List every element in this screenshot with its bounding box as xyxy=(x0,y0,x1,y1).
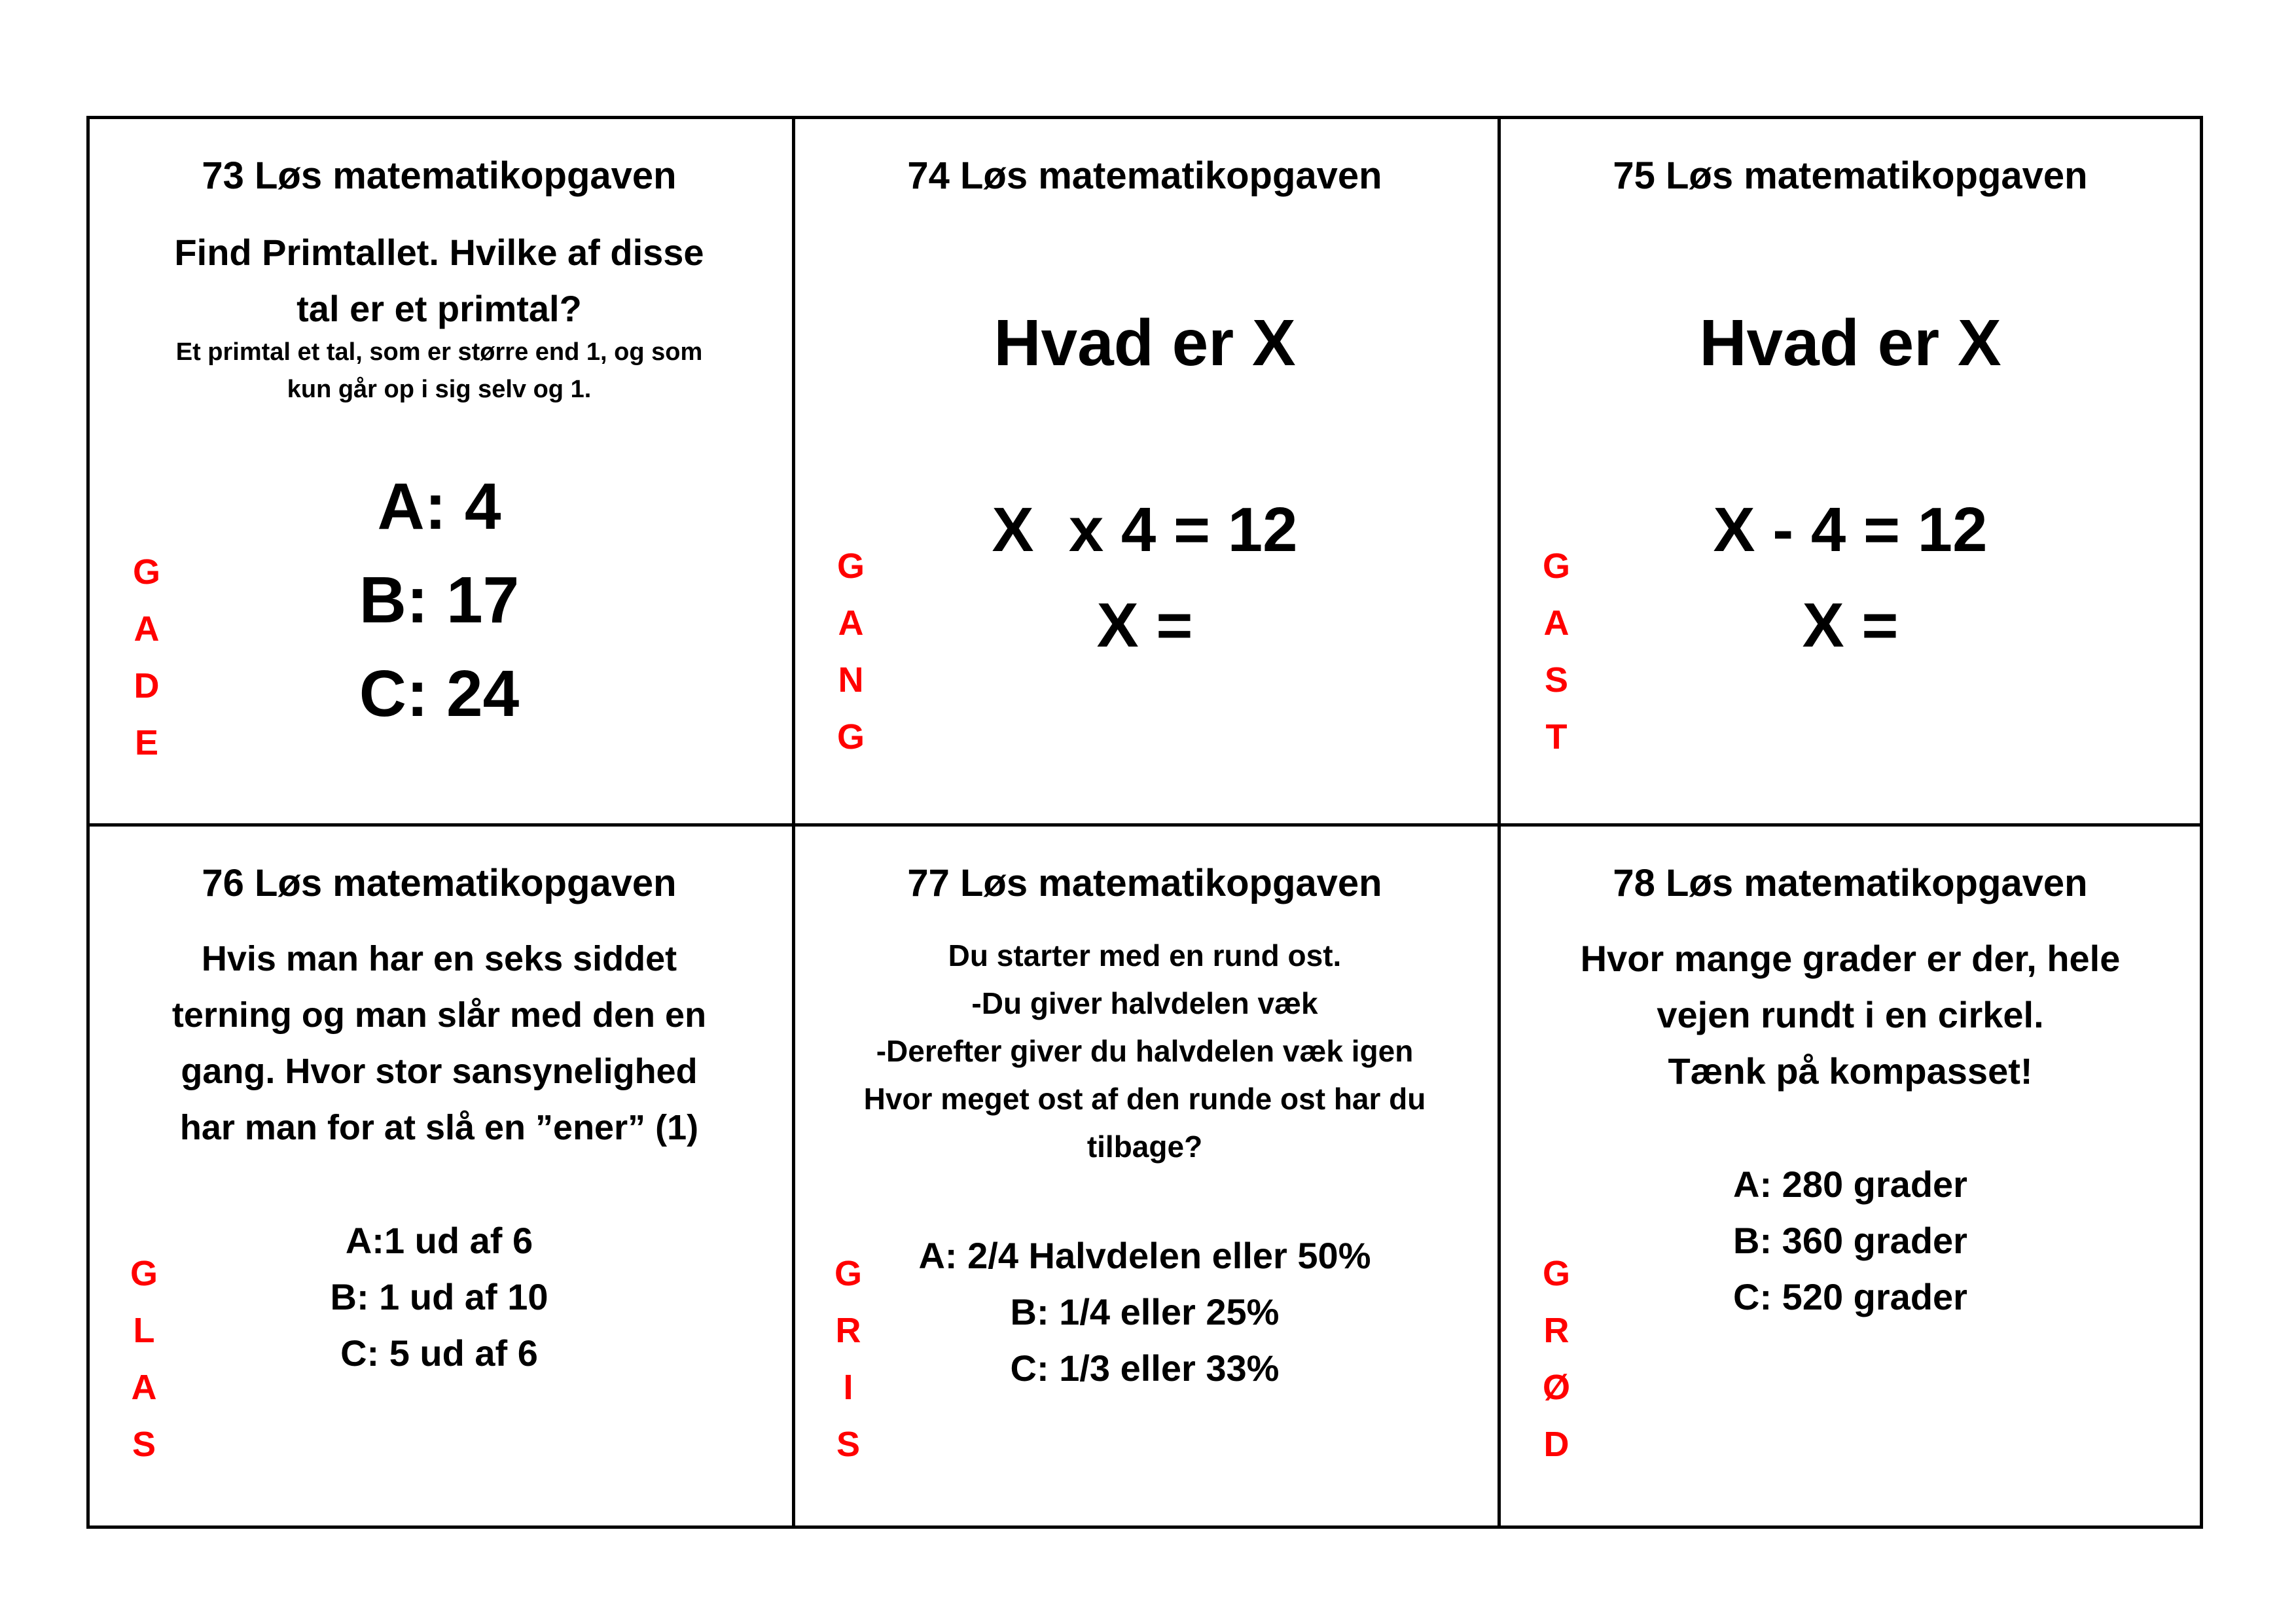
question-line: Hvor meget ost af den runde ost har du xyxy=(863,1082,1426,1116)
word-letter: R xyxy=(835,1311,861,1350)
word-letter: G xyxy=(834,1254,862,1293)
vertical-word xyxy=(830,538,872,766)
equation-line: X x 4 = 12 xyxy=(992,495,1298,565)
word-letter: G xyxy=(1542,546,1570,586)
card-73 xyxy=(86,116,792,821)
vertical-word xyxy=(827,1245,869,1473)
word-letter: A xyxy=(134,609,160,649)
answer-option: C: 520 grader xyxy=(1733,1276,1967,1317)
question-line: Find Primtallet. Hvilke af disse xyxy=(174,232,704,273)
question-line: -Derefter giver du halvdelen væk igen xyxy=(876,1034,1414,1068)
card-question xyxy=(792,932,1498,1171)
card-77 xyxy=(792,823,1498,1529)
question-line: tal er et primtal? xyxy=(296,288,582,329)
word-letter: G xyxy=(836,717,865,757)
word-letter: T xyxy=(1545,717,1568,757)
vertical-word xyxy=(126,544,168,772)
question-line: Hvor mange grader er der, hele xyxy=(1580,938,2121,979)
word-letter: R xyxy=(1543,1311,1570,1350)
word-letter: E xyxy=(134,723,159,762)
card-heading: Hvad er X xyxy=(1699,306,2001,380)
answer-option: A: 2/4 Halvdelen eller 50% xyxy=(918,1235,1371,1276)
word-letter: I xyxy=(843,1368,853,1407)
word-letter: S xyxy=(132,1425,156,1464)
card-question xyxy=(86,224,792,337)
card-title: 75 Løs matematikopgaven xyxy=(1613,154,2088,197)
equation xyxy=(792,482,1498,673)
card-74 xyxy=(792,116,1498,821)
question-line: tilbage? xyxy=(1086,1130,1203,1164)
word-letter: G xyxy=(1542,1254,1570,1293)
card-title: 78 Løs matematikopgaven xyxy=(1613,862,2088,904)
answer-option: A:1 ud af 6 xyxy=(345,1220,533,1261)
word-letter: G xyxy=(130,1254,158,1293)
answer-option: B: 1 ud af 10 xyxy=(330,1276,548,1317)
answer-options xyxy=(792,1228,1498,1397)
equation xyxy=(1498,482,2203,673)
card-78 xyxy=(1498,823,2203,1529)
word-letter: A xyxy=(1543,603,1570,643)
question-line: -Du giver halvdelen væk xyxy=(971,986,1318,1020)
answer-option: C: 1/3 eller 33% xyxy=(1010,1347,1280,1389)
answer-options xyxy=(1498,1156,2203,1325)
answer-option: B: 360 grader xyxy=(1733,1220,1967,1261)
note-line: kun går op i sig selv og 1. xyxy=(287,376,592,403)
word-letter: N xyxy=(838,660,864,700)
word-letter: G xyxy=(836,546,865,586)
card-76 xyxy=(86,823,792,1529)
card-heading: Hvad er X xyxy=(994,306,1296,380)
note-line: Et primtal et tal, som er større end 1, og som xyxy=(175,338,703,366)
vertical-word xyxy=(1535,1245,1577,1473)
answer-option: C: 24 xyxy=(359,657,520,730)
question-line: Du starter med en rund ost. xyxy=(948,938,1342,972)
card-title: 77 Løs matematikopgaven xyxy=(907,862,1382,904)
equation-line: X = xyxy=(1802,590,1899,660)
card-note xyxy=(86,334,792,408)
card-title: 76 Løs matematikopgaven xyxy=(202,862,677,904)
word-letter: G xyxy=(132,552,160,592)
equation-line: X - 4 = 12 xyxy=(1713,495,1988,565)
word-letter: Ø xyxy=(1542,1368,1570,1407)
answer-option: A: 4 xyxy=(377,470,501,543)
word-letter: A xyxy=(838,603,864,643)
word-letter: S xyxy=(836,1425,861,1464)
card-75 xyxy=(1498,116,2203,821)
answer-options xyxy=(86,460,792,741)
card-question xyxy=(1498,931,2203,1099)
card-question xyxy=(86,931,792,1156)
answer-option: B: 17 xyxy=(359,563,520,637)
question-line: terning og man slår med den en xyxy=(171,995,707,1035)
answer-option: A: 280 grader xyxy=(1733,1164,1967,1205)
answer-options xyxy=(86,1213,792,1382)
question-line: har man for at slå en ”ener” (1) xyxy=(179,1108,699,1147)
question-line: Hvis man har en seks siddet xyxy=(201,939,677,978)
word-letter: D xyxy=(134,666,160,705)
word-letter: L xyxy=(133,1311,155,1350)
question-line: Tænk på kompasset! xyxy=(1668,1050,2033,1092)
card-title: 73 Løs matematikopgaven xyxy=(202,154,677,197)
vertical-word xyxy=(123,1245,165,1473)
question-line: gang. Hvor stor sansynelighed xyxy=(181,1052,698,1091)
answer-option: B: 1/4 eller 25% xyxy=(1010,1291,1280,1332)
word-letter: D xyxy=(1543,1425,1570,1464)
vertical-word xyxy=(1535,538,1577,766)
word-letter: S xyxy=(1544,660,1569,700)
question-line: vejen rundt i en cirkel. xyxy=(1657,994,2044,1035)
answer-option: C: 5 ud af 6 xyxy=(340,1332,538,1374)
word-letter: A xyxy=(131,1368,157,1407)
equation-line: X = xyxy=(1096,590,1193,660)
card-title: 74 Løs matematikopgaven xyxy=(907,154,1382,197)
